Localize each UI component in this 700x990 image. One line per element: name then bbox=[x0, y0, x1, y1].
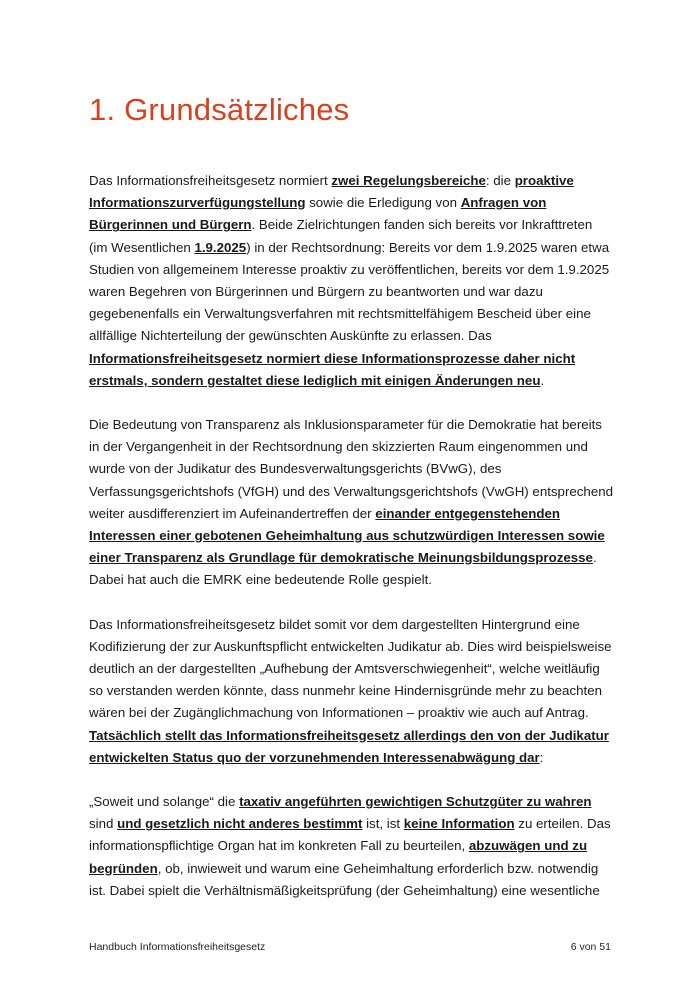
section-heading: 1. Grundsätzliches bbox=[89, 92, 350, 127]
footer-page-number: 6 von 51 bbox=[570, 941, 611, 953]
paragraph-1 bbox=[89, 170, 613, 392]
text-run: Das Informationsfreiheitsgesetz normiert bbox=[89, 173, 332, 188]
text-run: : bbox=[539, 749, 544, 765]
paragraph-4 bbox=[89, 791, 613, 902]
text-run: sind bbox=[89, 816, 118, 832]
emphasis-text: 1.9.2025 bbox=[194, 239, 247, 255]
text-run: zu erteilen. Das informationspflichtige Organ hat im konkreten Fall zu beurteilen, bbox=[89, 816, 611, 854]
text-run: : die bbox=[485, 173, 515, 188]
text-run: . bbox=[540, 372, 545, 388]
emphasis-text: Tatsächlich stellt das Informationsfreiheitsgesetz allerdings den von der Judikatur entwickelten Status quo der vorzunehmenden Interessenabwägung dar bbox=[89, 727, 609, 765]
emphasis-text: Anfragen von Bürgerinnen und Bürgern bbox=[89, 195, 547, 233]
text-run: . Dabei hat auch die EMRK eine bedeutende Rolle gespielt. bbox=[89, 550, 597, 588]
emphasis-text: keine Information bbox=[403, 816, 515, 832]
body-text bbox=[89, 170, 613, 924]
emphasis-text: proaktive Informationszurverfügungstellung bbox=[89, 173, 574, 211]
footer-title: Handbuch Informationsfreiheitsgesetz bbox=[89, 941, 266, 953]
paragraph-3 bbox=[89, 614, 613, 769]
emphasis-text: Informationsfreiheitsgesetz normiert diese Informationsprozesse daher nicht erstmals, sondern gestaltet diese lediglich mit einigen Änderungen neu bbox=[89, 350, 576, 388]
emphasis-text: zwei Regelungsbereiche bbox=[331, 173, 486, 188]
text-run: ist, ist bbox=[362, 816, 404, 832]
text-run: . Beide Zielrichtungen fanden sich bereits vor Inkrafttreten (im Wesentlichen bbox=[89, 217, 593, 255]
text-run: „Soweit und solange“ die bbox=[89, 794, 240, 810]
text-run: , ob, inwieweit und warum eine Geheimhaltung erforderlich bzw. notwendig ist. Dabei spielt die Verhältnismäßigkeitsprüfung (der Geheimhaltung) eine wesentliche bbox=[89, 860, 600, 898]
emphasis-text: und gesetzlich nicht anderes bestimmt bbox=[117, 816, 363, 832]
emphasis-text: taxativ angeführten gewichtigen Schutzgüter zu wahren bbox=[239, 794, 592, 810]
emphasis-text: abzuwägen und zu begründen bbox=[89, 838, 588, 876]
text-run: sowie die Erledigung von bbox=[305, 195, 461, 211]
text-run: Das Informationsfreiheitsgesetz bildet somit vor dem dargestellten Hintergrund eine Kodifizierung der zur Auskunftspflicht entwickelten Judikatur ab. Dies wird beispielsweise deutlich an der dargestellten „Aufhebung der Amtsverschwiegenheit“, welche weitläufig so verstanden werden könnte, dass nunmehr keine Hindernisgründe mehr zu beachten wären bei der Zugänglichmachung von Informationen – proaktiv wie auch auf Antrag. bbox=[89, 616, 612, 721]
emphasis-text: einander entgegenstehenden Interessen einer gebotenen Geheimhaltung aus schutzwürdigen Interessen sowie einer Transparenz als Grundlage für demokratische Meinungsbildungsprozesse bbox=[89, 505, 605, 566]
paragraph-2 bbox=[89, 414, 613, 592]
text-run: Die Bedeutung von Transparenz als Inklusionsparameter für die Demokratie hat bereits in der Vergangenheit in der Rechtsordnung den skizzierten Raum eingenommen und wurde von der Judikatur des Bundesverwaltungsgerichts (BVwG), des Verfassungsgerichtshofs (VfGH) und des Verwaltungsgerichtshofs (VwGH) entsprechend weiter ausdifferenziert im Aufeinandertreffen der bbox=[89, 417, 614, 521]
text-run: ) in der Rechtsordnung: Bereits vor dem 1.9.2025 waren etwa Studien von allgemeinem Interesse proaktiv zu veröffentlichen, bereits vor dem 1.9.2025 waren Begehren von Bürgerinnen und Bürgern zu beantworten und war dazu gegebenenfalls ein Verwaltungsverfahren mit rechtsmittelfähigem Bescheid über eine allfällige Nichterteilung der gewünschten Auskünfte zu erlassen. Das bbox=[89, 239, 610, 344]
